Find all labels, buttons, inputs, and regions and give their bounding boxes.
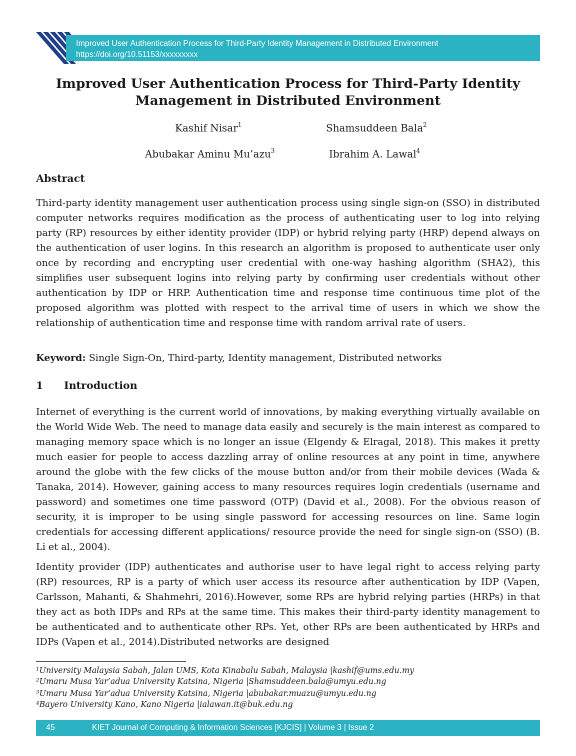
footnote: ²Umaru Musa Yar’adua University Katsina, Nigeria |Shamsuddeen.bala@umyu.edu.ng [36,677,387,687]
abstract-heading: Abstract [36,173,85,185]
section-number: 1 [36,380,44,392]
author-affiliation-mark: 3 [270,148,275,155]
footnote: ¹University Malaysia Sabah, Jalan UMS, Kota Kinabalu Sabah, Malaysia |kashif@ums.edu.my [36,666,415,675]
footnote: ³Umaru Musa Yar’adua University Katsina, Nigeria |abubakar.muazu@umyu.edu.ng [36,688,377,698]
intro-paragraph: Identity provider (IDP) authenticates and authorise user to have legal right to access relying party (RP) resources, RP is a party of which user access its resource after authentication by IDP (Vapen, Carlsson, Mahanti, & Shahmehri, 2016).However, some RPs are hybrid relying parties (HRPs) in that they act as both IDPs and RPs at the same time. This makes their third-party identity management to be authenticated and to authenticate other RPs. Yet, other RPs are been authenticated by HRPs and IDPs (Vapen et al., 2014).Distributed networks are designed [36,562,540,648]
title-line: Management in Distributed Environment [135,94,441,109]
author-affiliation-mark: 4 [416,148,421,155]
author-affiliation-mark: 2 [423,122,427,129]
author-1 [175,122,242,134]
keywords-line [36,353,442,364]
page-number: 45 [46,723,55,732]
author-4 [329,148,420,160]
abstract-text: Third-party identity management user authentication process using single sign-on (SSO) in distributed computer networks requires modification as the process of authenticating user to log into relying party (RP) resources by either identity provider (IDP) or hybrid relying party (HRP) depend always on the authentication of user logins. In this research an algorithm is proposed to authenticate user only once by recording and encrypting user credential with one-way hashing algorithm (SHA2), this simplifies user subsequent logins into relying party by confirming user credentials without other authentication by IDP or HRP. Authentication time and response time continuous time plot of the proposed algorithm was plotted with respect to the arrival time of users in which we show the relationship of authentication time and response time with random arrival rate of users. [36,198,540,329]
author-name: Kashif Nisar [175,123,238,135]
keywords-label: Keyword: [36,353,86,364]
running-header [66,35,540,61]
running-title: Improved User Authentication Process for Third-Party Identity Management in Distributed Environment [76,39,439,48]
intro-paragraph: Internet of everything is the current world of innovations, by making everything virtually available on the World Wide Web. The need to manage data easily and securely is the main interest as compared to managing memory space which is no longer an issue (Elgendy & Elragal, 2018). This makes it pretty much easier for people to access dazzling array of online resources at any point in time, anywhere around the globe with the few clicks of the mouse button and/or from their mobile devices (Wada & Tanaka, 2014). However, gaining access to many resources requires login credentials (username and password) and sometimes one time password (OTP) (David et al., 2008). For the obvious reason of security, it is improper to be using single password for accessing resources on line. Same login credentials for accessing different applications/ resource provide the need for single sign-on (SSO) (B. Li et al., 2004). [36,407,540,553]
author-affiliation-mark: 1 [237,122,242,129]
keywords-text: Single Sign-On, Third-party, Identity management, Distributed networks [85,353,442,364]
doi-link[interactable]: https://doi.org/10.51153/xxxxxxxxx [76,50,198,59]
footnote-divider [36,661,186,662]
footnote: ⁴Bayero University Kano, Kano Nigeria |ialawan.it@buk.edu.ng [36,700,293,710]
author-name: Ibrahim A. Lawal [329,149,417,161]
journal-name: KIET Journal of Computing & Information Sciences [KJCIS] | Volume 3 | Issue 2 [92,723,374,732]
title-line: Improved User Authentication Process for Third-Party Identity [55,77,521,92]
page-footer [36,720,540,736]
author-name: Shamsuddeen Bala [326,123,424,135]
author-name: Abubakar Aminu Mu’azu [145,149,271,161]
footnotes [36,665,540,711]
author-2 [326,122,427,134]
author-3 [145,148,275,160]
paper-title [36,76,540,110]
section-title: Introduction [64,380,138,392]
